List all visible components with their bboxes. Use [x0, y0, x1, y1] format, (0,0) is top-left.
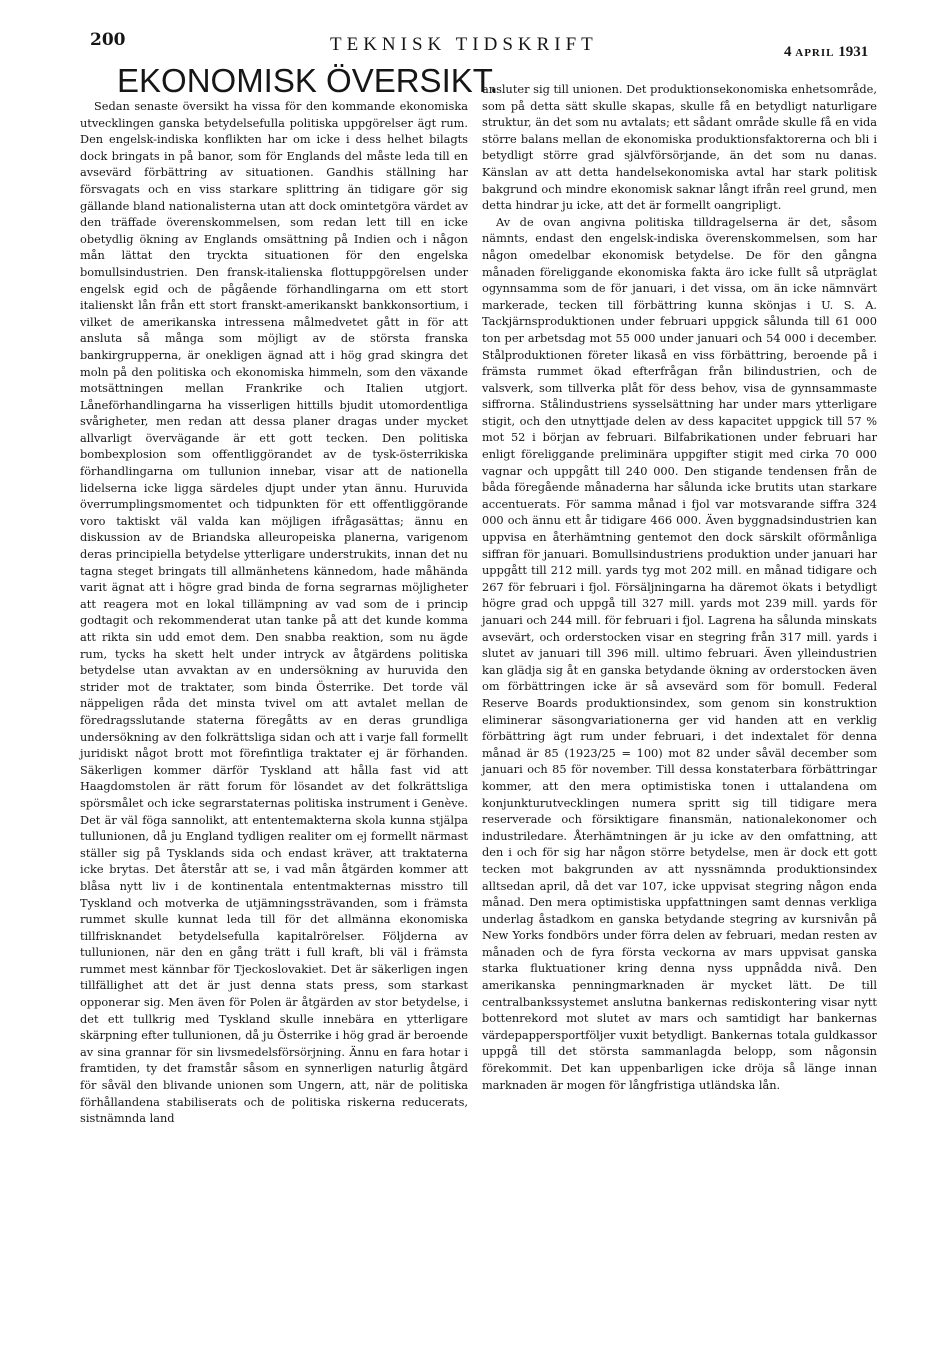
- journal-title: TEKNISK TIDSKRIFT: [330, 34, 598, 55]
- paragraph: Av de ovan angivna politiska tilldragelserna är det, såsom nämnts, endast den engelsk-indiska överenskommelsen, som har någon omedelbar ekonomisk betydelse. De för den gångna månaden föreliggande ekonomiska fakta äro icke fullt så utpräglat ogynnsamma som de för januari, i det vissa, om än icke nämnvärt markerade, tecken till förbättring kunna skönjas i U. S. A. Tackjärnsproduktionen under februari uppgick sålunda till 61 000 ton per arbetsdag mot 55 000 under januari och 54 000 i december. Stålproduktionen företer likaså en viss förbättring, beroende på i främsta rummet ökad efterfrågan från bilindustrien, och de valsverk, som tillverka plåt för dess behov, visa de gynnsammaste siffrorna. Stålindustriens sysselsättning har under mars ytterligare stigit, och den utnyttjade delen av dess kapacitet uppgick till 57 % mot 52 i början av februari. Bilfabrikationen under februari har enligt föreliggande preliminära uppgifter stigit med cirka 70 000 vagnar och uppgått till 240 000. Den stigande tendensen från de båda föregående månaderna har sålunda icke brutits utan starkare accentuerats. För samma månad i fjol var motsvarande siffra 324 000 och ännu ett år tidigare 466 000. Även byggnadsindustrien kan uppvisa en återhämtning gentemot den dock särskilt oförmånliga siffran för januari. Bomullsindustriens produktion under januari har uppgått till 212 mill. yards tyg mot 202 mill. en månad tidigare och 267 för februari i fjol. Försäljningarna ha däremot ökats i betydligt högre grad och uppgå till 327 mill. yards mot 239 mill. yards för januari och 244 mill. för februari i fjol. Lagrena ha sålunda minskats avsevärt, och orderstocken visar en stegring från 317 mill. yards i slutet av januari till 396 mill. ultimo februari. Även ylleindustrien kan glädja sig åt en ganska betydande ökning av orderstocken även om förbättringen icke är så avsevärd som för bomull. Federal Reserve Boards produktionsindex, som genom sin konstruktion eliminerar säsongvariationerna ger vid handen att en verklig förbättring ägt rum under februari, i det indextalet för denna månad är 85 (1923/25 = 100) mot 82 under såväl december som januari och 85 för november. Till dessa konstaterbara förbättringar kommer, att den mera optimistiska tonen i uttalandena om konjunkturutvecklingen numera spritt sig till tidigare mera reserverade och försiktigare finansmän, nationalekonomer och industriledare. Återhämtningen är ju icke av den omfattning, att den i och för sig har någon större betydelse, men är dock ett gott tecken mot bakgrunden av att nyssnämnda produktionsindex alltsedan april, då det var 107, icke uppvisat stegring någon enda månad. Den mera optimistiska uppfattningen samt dennas verkliga underlag åstadkom en ganska betydande stegring av kursnivån på New Yorks fondbörs under förra delen av februari, medan resten av månaden och de fyra första veckorna av mars uppvisat ganska starka fluktuationer kring denna nyss uppnådda nivå. Den amerikanska penningmarknaden är mycket lätt. De till centralbankssystemet anslutna bankernas rediskontering visar nytt bottenrekord mot slutet av mars och samtidigt har bankernas värdepappersportföljer vuxit betydligt. Bankernas totala guldkassor uppgå till det största sammanlagda belopp, som någonsin förekommit. Det kan uppenbarligen icke dröja så länge innan marknaden är mogen för långfristiga utländska lån.: [482, 214, 877, 1092]
- paragraph: Sedan senaste översikt ha vissa för den kommande ekonomiska utvecklingen ganska betydelsefulla politiska uppgörelser ägt rum. Den engelsk-indiska konflikten har om icke i dess helhet bilagts dock bringats in på banor, som för Englands del måste leda till en avsevärd förbättring av situationen. Gandhis ställning har försvagats och en viss starkare splittring än tidigare gör sig gällande bland nationalisterna utan att dock omintetgöra värdet av den träffade överenskommelsen, som redan lett till en icke obetydlig ökning av Englands omsättning på Indien och i någon mån lättat den tryckta situationen för den engelska bomullsindustrien. Den fransk-italienska flottuppgörelsen under engelsk egid och de pågående förhandlingarna om ett stort italienskt lån från ett stort franskt-amerikanskt bankkonsortium, i vilket de amerikanska intressena målmedvetet gått in för att ansluta så många som möjligt av de största franska bankirgrupperna, är onekligen ägnad att i hög grad skingra det moln på den politiska och ekonomiska himmeln, som den växande motsättningen mellan Frankrike och Italien utgjort. Låneförhandlingarna ha visserligen hittills bjudit utomordentliga svårigheter, men redan att dessa planer dragas under mycket allvarligt övervägande är ett gott tecken. Den politiska bombexplosion som offentliggörandet av de tysk-österrikiska förhandlingarna om tullunion innebar, visar att de nationella lidelserna icke ligga särdeles djupt under ytan ännu. Huruvida överrumplingsmomentet och tidpunkten för ett offentliggörande voro taktiskt väl valda kan möjligen ifrågasättas; ännu en diskussion av de Briandska alleuropeiska planerna, varigenom deras principiella betydelse ytterligare understrukits, innan det nu tagna steget bringats till allmänhetens kännedom, hade måhända varit ägnat att i högre grad binda de forna segrarnas möjligheter att reagera mot en lokal tillämpning av vad som de i princip godtagit och rekommenderat utan tanke på att det kunde komma att rikta sin udd emot dem. Den snabba reaktion, som nu ägde rum, tycks ha skett helt under intryck av åtgärdens politiska betydelse utan avvaktan av en undersökning av huruvida den strider mot de traktater, som binda Österrike. Det torde väl näppeligen råda det minsta tvivel om att avtalet mellan de föredragsslutande staterna föregåtts av en deras grundliga undersökning av den folkrättsliga sidan och att i varje fall formellt juridiskt något brott mot förefintliga traktater ej är förhanden. Säkerligen kommer därför Tyskland att hålla fast vid att Haagdomstolen är rätt forum för lösandet av det folkrättsliga spörsmålet och icke segrarstaternas politiska instrument i Genève. Det är väl föga sannolikt, att ententemakterna skola kunna stjälpa tullunionen, då ju England tydligen realiter om ej formellt närmast ställer sig på Tysklands sida och endast kräver, att traktaterna icke brytas. Det återstår att se, i vad mån åtgärden kommer att blåsa nytt liv i de kontinentala ententmakternas misstro till Tyskland och motverka de utjämningssträvanden, som i främsta rummet skulle kunnat leda till för det allmänna ekonomiska tillfrisknandet betydelsefulla kapitalrörelser. Följderna av tullunionen, när den en gång trätt i full kraft, bli väl i främsta rummet mest kännbar för Tjeckoslovakiet. Det är säkerligen ingen tillfällighet att det är just denna stats press, som starkast opponerar sig. Men även för Polen är åtgärden av stor betydelse, i det ett tullkrig med Tyskland skulle innebära en ytterligare skärpning efter tullunionen, då ju Österrike i hög grad är beroende av sina grannar för sin livsmedelsförsörjning. Ännu en fara hotar i framtiden, ty det framstår såsom en synnerligen naturlig åtgärd för såväl den blivande unionen som Ungern, att, när de politiska förhållandena stabiliserats och de politiska riskerna reducerats, sistnämnda land: [80, 99, 468, 1126]
- right-column: [482, 81, 877, 1093]
- article-title: EKONOMISK ÖVERSIKT.: [117, 62, 499, 99]
- issue-year: 1931: [838, 44, 869, 60]
- issue-day: 4: [784, 44, 792, 60]
- issue-month: APRIL: [795, 47, 835, 59]
- issue-date: [784, 44, 868, 61]
- paragraph: ansluter sig till unionen. Det produktionsekonomiska enhetsområde, som på detta sätt skulle skapas, skulle få en betydligt naturligare struktur, än det som nu avtalats; ett sådant område skulle få en vida större balans mellan de ekonomiska produktionsfaktorerna och bli i betydligt större grad självförsörjande, än det som nu danas. Känslan av att detta handelsekonomiska avtal har stark politisk bakgrund och mindre ekonomisk saknar långt ifrån reel grund, men detta hindrar ju icke, att det är formellt oangripligt.: [482, 82, 877, 213]
- left-column: [80, 98, 468, 1127]
- page-number: 200: [90, 30, 126, 50]
